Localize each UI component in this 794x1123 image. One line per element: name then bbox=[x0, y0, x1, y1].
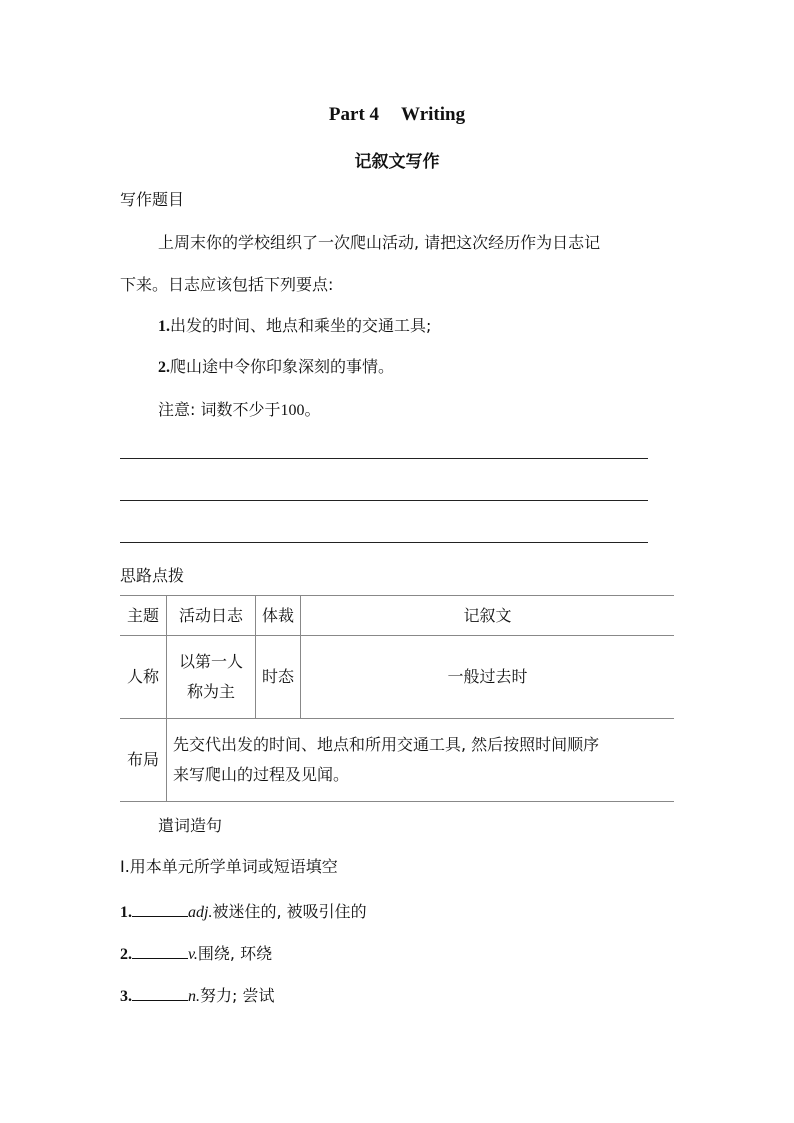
point-1-number: 1. bbox=[158, 318, 170, 335]
table-row bbox=[120, 636, 674, 719]
vocab-item bbox=[120, 941, 272, 965]
part-label: Part 4 bbox=[328, 104, 380, 125]
person-value-line1: 以第一人 bbox=[178, 652, 243, 671]
vocab-item bbox=[120, 983, 274, 1007]
vocab-section-title: Ⅰ.用本单元所学单词或短语填空 bbox=[120, 857, 338, 876]
table-cell-layout-value bbox=[167, 719, 675, 802]
note-text: : 词数不少于 bbox=[190, 400, 281, 419]
note-end: 。 bbox=[304, 400, 321, 419]
vocab-meaning: 努力; 尝试 bbox=[200, 986, 275, 1005]
task-prompt-line2: 下来。日志应该包括下列要点: bbox=[120, 275, 334, 294]
point-2-number: 2. bbox=[158, 359, 170, 376]
task-note bbox=[158, 400, 321, 421]
task-point-1 bbox=[158, 316, 431, 337]
table-cell-genre-label: 体裁 bbox=[256, 596, 301, 636]
point-1-text: 出发的时间、地点和乘坐的交通工具; bbox=[170, 316, 432, 335]
point-2-text: 爬山途中令你印象深刻的事情。 bbox=[170, 357, 395, 376]
guide-label: 思路点拨 bbox=[120, 566, 185, 585]
outline-table bbox=[120, 595, 674, 802]
person-value-line2: 称为主 bbox=[186, 682, 235, 701]
answer-line-1[interactable] bbox=[120, 458, 648, 459]
vocab-item-number: 2. bbox=[120, 946, 132, 963]
table-cell-theme-value: 活动日志 bbox=[167, 596, 256, 636]
vocab-item-number: 3. bbox=[120, 988, 132, 1005]
answer-line-3[interactable] bbox=[120, 542, 648, 543]
layout-value-line2: 来写爬山的过程及见闻。 bbox=[173, 765, 350, 784]
table-cell-person-label: 人称 bbox=[120, 636, 167, 719]
page-title bbox=[0, 104, 794, 126]
table-cell-tense-label: 时态 bbox=[256, 636, 301, 719]
section-label: Writing bbox=[401, 104, 466, 125]
note-word-count: 100 bbox=[280, 402, 305, 419]
vocab-item-number: 1. bbox=[120, 904, 132, 921]
note-label: 注意 bbox=[158, 400, 191, 419]
vocab-meaning: 围绕, 环绕 bbox=[197, 944, 273, 963]
fill-in-blank[interactable] bbox=[132, 983, 188, 1001]
part-of-speech: v. bbox=[188, 946, 198, 963]
table-cell-genre-value: 记叙文 bbox=[301, 596, 675, 636]
layout-value-line1: 先交代出发的时间、地点和所用交通工具, 然后按照时间顺序 bbox=[173, 735, 600, 754]
part-of-speech: adj. bbox=[188, 904, 213, 921]
fill-in-blank[interactable] bbox=[132, 899, 188, 917]
table-row bbox=[120, 596, 674, 636]
task-prompt-line1: 上周末你的学校组织了一次爬山活动, 请把这次经历作为日志记 bbox=[158, 233, 601, 252]
page-subtitle: 记叙文写作 bbox=[354, 152, 440, 172]
answer-line-2[interactable] bbox=[120, 500, 648, 501]
part-of-speech: n. bbox=[188, 988, 200, 1005]
vocab-item bbox=[120, 899, 367, 923]
table-cell-layout-label: 布局 bbox=[120, 719, 167, 802]
fill-in-blank[interactable] bbox=[132, 941, 188, 959]
vocab-meaning: 被迷住的, 被吸引住的 bbox=[212, 902, 367, 921]
vocab-label: 遣词造句 bbox=[158, 816, 223, 835]
task-point-2 bbox=[158, 357, 394, 378]
table-cell-theme-label: 主题 bbox=[120, 596, 167, 636]
table-cell-person-value bbox=[167, 636, 256, 719]
task-label: 写作题目 bbox=[120, 190, 185, 209]
table-cell-tense-value: 一般过去时 bbox=[301, 636, 675, 719]
table-row bbox=[120, 719, 674, 802]
